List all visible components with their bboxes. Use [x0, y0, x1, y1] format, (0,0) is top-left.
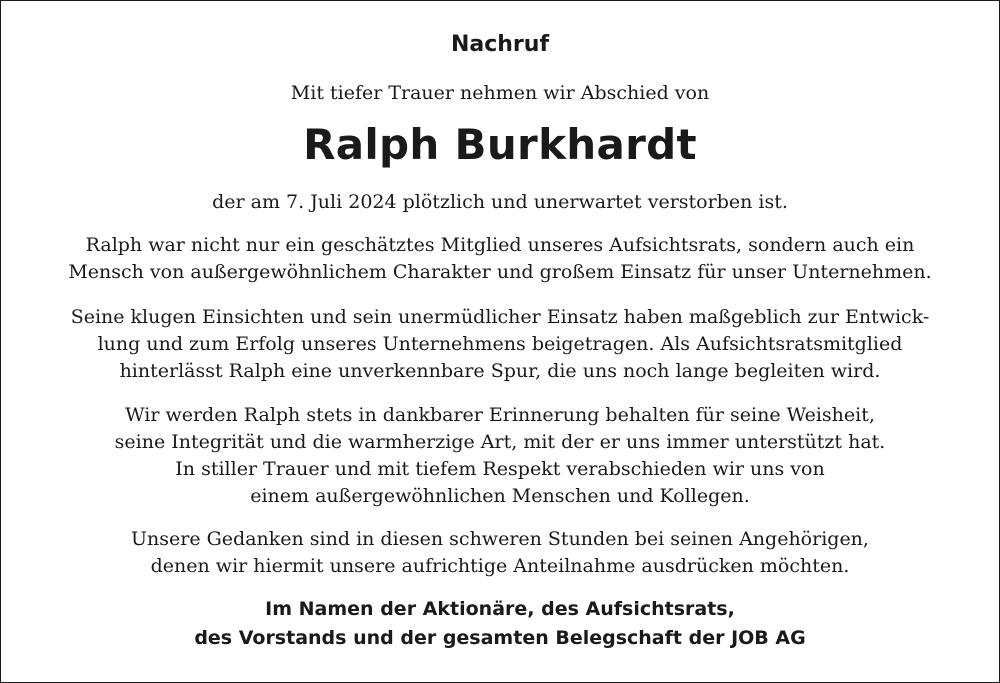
paragraph-line: hinterlässt Ralph eine unverkennbare Spur, die uns noch lange begleiten wird. [119, 360, 881, 382]
death-date-line: der am 7. Juli 2024 plötzlich und unerwartet verstorben ist. [212, 191, 788, 213]
paragraph-line: denen wir hiermit unsere aufrichtige Anteilnahme ausdrücken möchten. [150, 555, 850, 577]
paragraph-line: In stiller Trauer und mit tiefem Respekt verabschieden wir uns von [175, 458, 825, 480]
closing-line: Im Namen der Aktionäre, des Aufsichtsrats, [265, 598, 735, 620]
closing-line: des Vorstands und der gesamten Belegschaft der JOB AG [194, 627, 806, 649]
paragraph-line: Ralph war nicht nur ein geschätztes Mitglied unseres Aufsichtsrats, sondern auch ein [85, 234, 915, 256]
intro-line: Mit tiefer Trauer nehmen wir Abschied von [290, 82, 710, 104]
paragraph-line: lung und zum Erfolg unseres Unternehmens beigetragen. Als Aufsichtsratsmitglied [97, 333, 903, 355]
notice-heading: Nachruf [450, 32, 550, 57]
paragraph-line: Wir werden Ralph stets in dankbarer Erinnerung behalten für seine Weisheit, [125, 404, 875, 426]
paragraph-line: Seine klugen Einsichten und sein unermüdlicher Einsatz haben maßgeblich zur Entwick- [70, 306, 930, 328]
paragraph-line: Unsere Gedanken sind in diesen schweren Stunden bei seinen Angehörigen, [131, 528, 869, 550]
deceased-name: Ralph Burkhardt [303, 120, 697, 169]
paragraph-line: seine Integrität und die warmherzige Art, mit der er uns immer unterstützt hat. [114, 431, 886, 453]
paragraph-line: Mensch von außergewöhnlichem Charakter und großem Einsatz für unser Unternehmen. [68, 261, 932, 283]
paragraph-line: einem außergewöhnlichen Menschen und Kollegen. [250, 485, 750, 507]
